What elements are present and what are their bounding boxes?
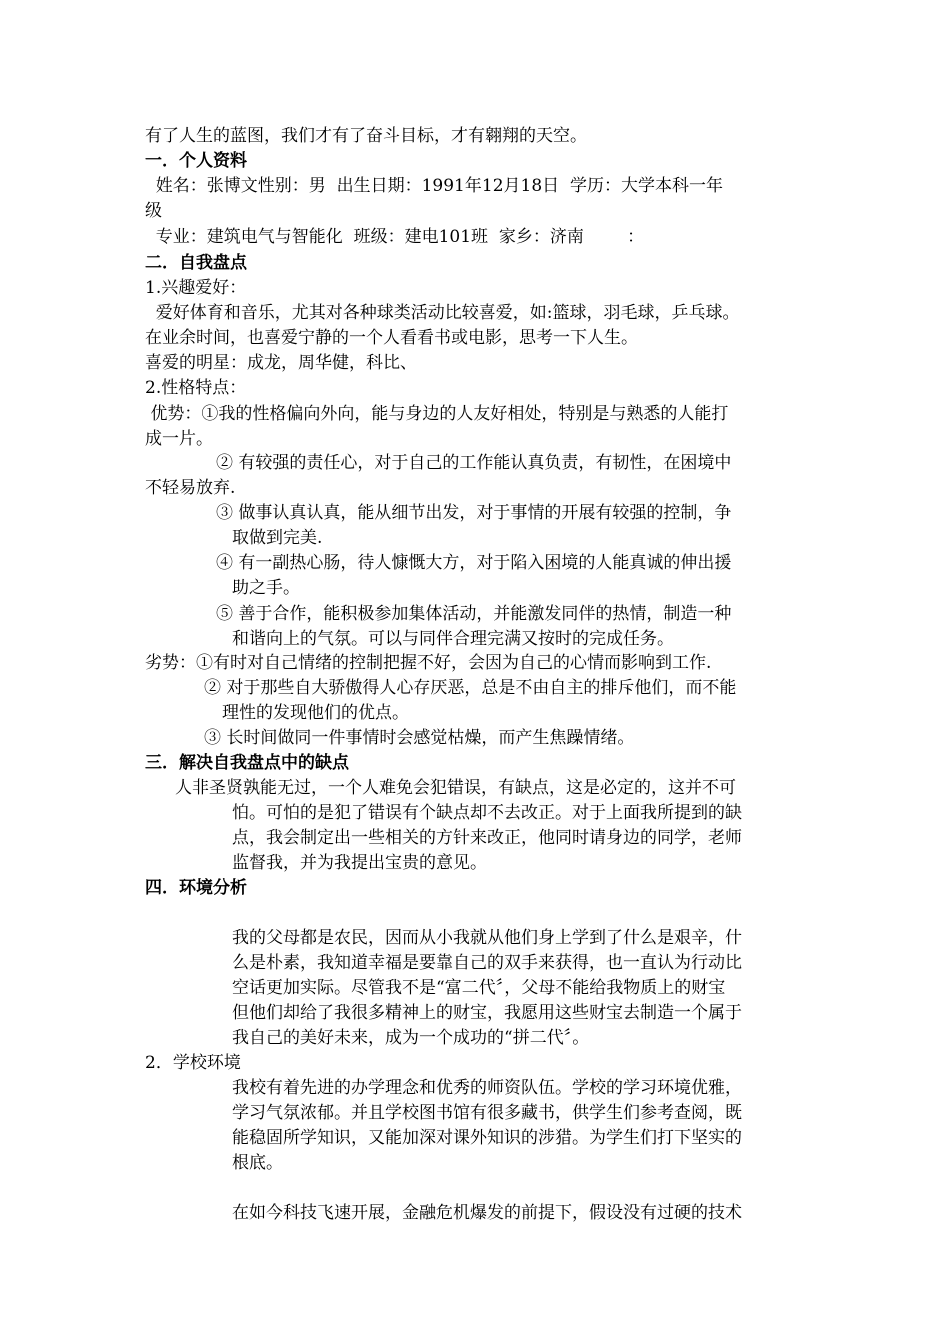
tech-env-line-1: 在如今科技飞速开展，金融危机爆发的前提下，假设没有过硬的技术 [232, 1203, 742, 1223]
solution-line-2: 怕。可怕的是犯了错误有个缺点却不去改正。对于上面我所提到的缺 [232, 803, 742, 823]
advantage-3-line-1: ③ 做事认真认真，能从细节出发，对于事情的开展有较强的控制，争 [216, 503, 732, 523]
solution-line-4: 监督我，并为我提出宝贵的意见。 [232, 853, 487, 873]
family-env-line-4: 但他们却给了我很多精神上的财宝，我愿用这些财宝去制造一个属于 [232, 1003, 742, 1023]
personal-info-line-2: 专业：建筑电气与智能化 班级：建电101班 家乡：济南 ： [145, 227, 645, 247]
disadvantage-2-line-1: ② 对于那些自大骄傲得人心存厌恶，总是不由自主的排斥他们，而不能 [204, 678, 737, 698]
personal-info-line-1: 姓名：张博文性别：男 出生日期：1991年12月18日 学历：大学本科一年 [145, 176, 723, 196]
family-env-line-2: 么是朴素，我知道幸福是要靠自己的双手来获得，也一直认为行动比 [232, 953, 742, 973]
disadvantage-1: 劣势：①有时对自己情绪的控制把握不好，会因为自己的心情而影响到工作. [145, 653, 712, 673]
disadvantage-3: ③ 长时间做同一件事情时会感觉枯燥，而产生焦躁情绪。 [204, 728, 635, 748]
advantage-1-line-2: 成一片。 [145, 429, 213, 449]
heading-environment: 四．环境分析 [145, 878, 247, 898]
family-env-line-3: 空话更加实际。尽管我不是“富二代〞，父母不能给我物质上的财宝 [232, 978, 726, 998]
family-env-line-1: 我的父母都是农民，因而从小我就从他们身上学到了什么是艰辛，什 [232, 928, 742, 948]
advantage-4-line-1: ④ 有一副热心肠，待人慷慨大方，对于陷入困境的人能真诚的伸出援 [216, 553, 732, 573]
solution-line-3: 点，我会制定出一些相关的方针来改正，他同时请身边的同学，老师 [232, 828, 742, 848]
solution-line-1: 人非圣贤孰能无过，一个人难免会犯错误，有缺点，这是必定的，这并不可 [175, 778, 736, 798]
school-env-line-2: 学习气氛浓郁。并且学校图书馆有很多藏书，供学生们参考查阅，既 [232, 1103, 742, 1123]
advantage-4-line-2: 助之手。 [232, 578, 300, 598]
subheading-hobbies: 1.兴趣爱好： [145, 278, 247, 298]
disadvantage-2-line-2: 理性的发现他们的优点。 [222, 703, 409, 723]
advantage-5-line-1: ⑤ 善于合作，能积极参加集体活动，并能激发同伴的热情，制造一种 [216, 604, 732, 624]
advantage-2-line-2: 不轻易放弃. [145, 478, 236, 498]
personal-info-line-1-cont: 级 [145, 201, 162, 221]
advantage-1-line-1: 优势：①我的性格偏向外向，能与身边的人友好相处，特别是与熟悉的人能打 [145, 404, 729, 424]
school-env-line-4: 根底。 [232, 1153, 283, 1173]
hobbies-line-2: 在业余时间，也喜爱宁静的一个人看看书或电影，思考一下人生。 [145, 328, 638, 348]
school-env-line-1: 我校有着先进的办学理念和优秀的师资队伍。学校的学习环境优雅， [232, 1078, 742, 1098]
subheading-school-env: 2．学校环境 [145, 1053, 241, 1073]
heading-self-inventory: 二．自我盘点 [145, 253, 247, 273]
subheading-personality: 2.性格特点： [145, 378, 247, 398]
intro-line: 有了人生的蓝图，我们才有了奋斗目标，才有翱翔的天空。 [145, 126, 587, 146]
favorite-stars-line: 喜爱的明星：成龙，周华健，科比、 [145, 353, 417, 373]
heading-personal-info: 一．个人资料 [145, 151, 247, 171]
advantage-5-line-2: 和谐向上的气氛。可以与同伴合理完满又按时的完成任务。 [232, 629, 674, 649]
advantage-3-line-2: 取做到完美. [232, 528, 323, 548]
family-env-line-5: 我自己的美好未来，成为一个成功的“拼二代〞。 [232, 1028, 590, 1048]
school-env-line-3: 能稳固所学知识，又能加深对课外知识的涉猎。为学生们打下坚实的 [232, 1128, 742, 1148]
advantage-2-line-1: ② 有较强的责任心，对于自己的工作能认真负责，有韧性，在困境中 [216, 453, 732, 473]
hobbies-line-1: 爱好体育和音乐，尤其对各种球类活动比较喜爱，如:篮球，羽毛球，乒乓球。 [145, 303, 740, 323]
heading-solve-shortcomings: 三．解决自我盘点中的缺点 [145, 753, 349, 773]
